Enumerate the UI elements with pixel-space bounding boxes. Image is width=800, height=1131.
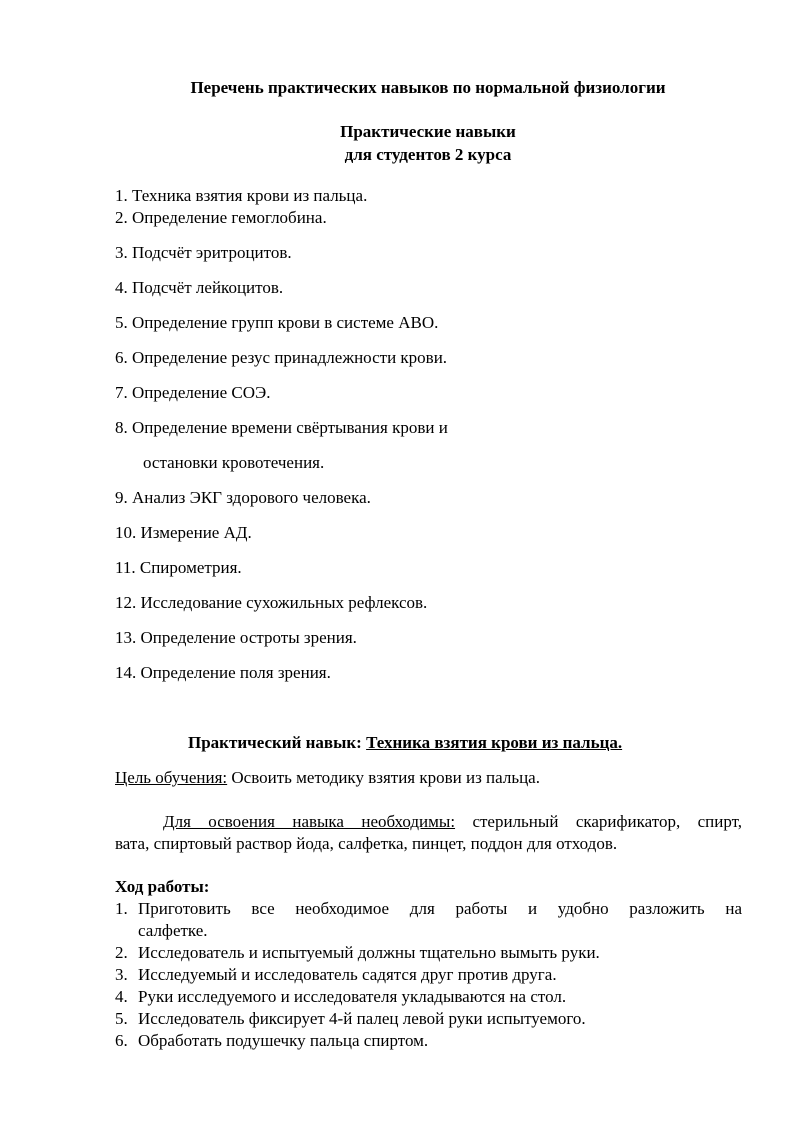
step-number: 6. [115,1031,128,1050]
skill-item: 3. Подсчёт эритроцитов. [115,243,292,262]
needs-line-1 [163,812,742,832]
step-text: Исследователь и испытуемый должны тщательно вымыть руки. [138,943,600,962]
step-number: 1. [115,899,128,918]
step-text: Руки исследуемого и исследователя укладываются на стол. [138,987,567,1006]
step-text: Приготовить все необходимое для работы и удобно разложить на [138,899,742,918]
skill-item: 11. Спирометрия. [115,558,242,577]
skill-item: 4. Подсчёт лейкоцитов. [115,278,284,297]
skill-item: 1. Техника взятия крови из пальца. [115,186,368,205]
step-text: Исследователь фиксирует 4-й палец левой руки испытуемого. [138,1009,586,1028]
goal-text: Освоить методику взятия крови из пальца. [227,768,540,787]
skill-item: 7. Определение СОЭ. [115,383,271,402]
subtitle-line-1: Практические навыки [340,122,516,141]
step-number: 2. [115,943,128,962]
needs-label: Для освоения навыка необходимы: [163,812,456,831]
goal-paragraph [115,768,540,788]
step-number: 3. [115,965,128,984]
subtitle-line-2: для студентов 2 курса [344,145,512,164]
skill-item-continuation: остановки кровотечения. [143,453,325,472]
step-text: Исследуемый и исследователь садятся друг против друга. [138,965,557,984]
practice-heading-prefix: Практический навык: [188,733,367,752]
step-number: 4. [115,987,128,1006]
skill-item: 6. Определение резус принадлежности крови. [115,348,448,367]
skill-item: 2. Определение гемоглобина. [115,208,327,227]
step-text-continuation: салфетке. [138,921,208,940]
document-title: Перечень практических навыков по нормальной физиологии [190,78,666,97]
needs-line-2: вата, спиртовый раствор йода, салфетка, пинцет, поддон для отходов. [115,834,618,853]
goal-label: Цель обучения: [115,768,228,787]
skill-item: 5. Определение групп крови в системе АВО. [115,313,439,332]
skill-item: 13. Определение остроты зрения. [115,628,357,647]
practice-heading [188,733,622,753]
workflow-heading: Ход работы: [115,877,210,896]
skill-item: 14. Определение поля зрения. [115,663,331,682]
skill-item: 9. Анализ ЭКГ здорового человека. [115,488,371,507]
skill-item: 10. Измерение АД. [115,523,252,542]
step-number: 5. [115,1009,128,1028]
step-text: Обработать подушечку пальца спиртом. [138,1031,429,1050]
skill-item: 12. Исследование сухожильных рефлексов. [115,593,428,612]
practice-heading-topic: Техника взятия крови из пальца. [366,733,623,752]
needs-text-1: стерильный скарификатор, спирт, [472,812,743,831]
skill-item: 8. Определение времени свёртывания крови и [115,418,448,437]
